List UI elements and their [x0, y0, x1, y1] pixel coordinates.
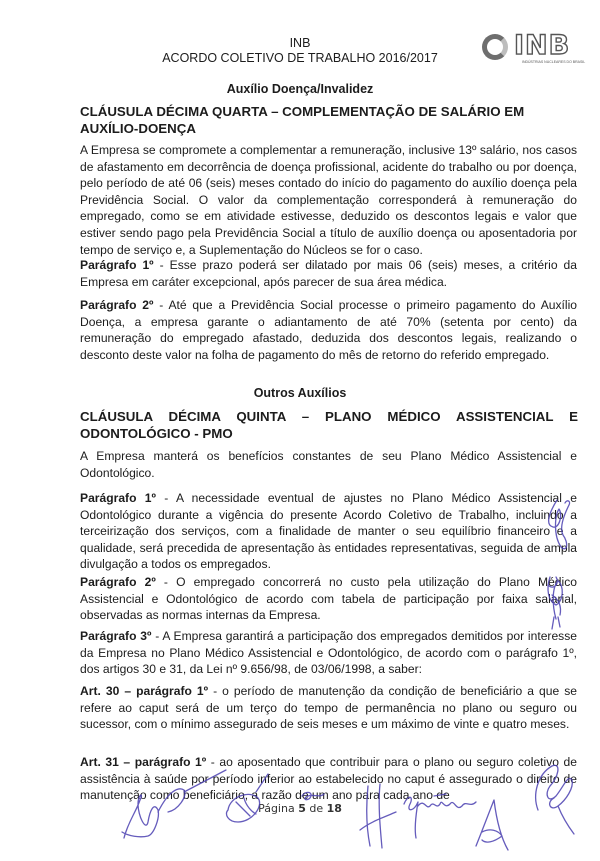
paragraph-text: - A Empresa garantirá a participação dos empregados demitidos por interesse da Empresa no Plano Médico Assistencial e Odontológico, de acordo com o parágrafo 1º, dos artigos 30 e 31, da Lei nº 9.656/98, de 03/06/1998, a saber: — [80, 629, 577, 677]
page-separator: de — [305, 802, 327, 815]
clause-15-paragraph-3 — [80, 628, 577, 678]
paragraph-label: Parágrafo 2º — [80, 298, 154, 312]
header-org: INB — [289, 36, 311, 50]
article-label: Art. 31 – parágrafo 1º — [80, 755, 207, 769]
paragraph-label: Parágrafo 1º — [80, 491, 156, 505]
clause-14-title: CLÁUSULA DÉCIMA QUARTA – COMPLEMENTAÇÃO DE SALÁRIO EM AUXÍLIO-DOENÇA — [80, 104, 525, 136]
article-text: - o período de manutenção da condição de beneficiário a que se refere ao caput será de um terço do tempo de permanência no plano ou seguro ou sucessor, com o mínimo assegurado de seis meses e um máximo de vinte e quatro meses. — [80, 684, 577, 732]
page-current: 5 — [298, 802, 306, 815]
paragraph-text: - Até que a Previdência Social processe o primeiro pagamento do Auxílio Doença, a empresa garante o adiantamento de até 70% (setenta por cento) da remuneração do empregado afastado, deduzida dos descontos legais, realizando o desconto deste valor na folha de pagamento do mês de retorno do referido empregado. — [80, 298, 577, 362]
signature-initials-3 — [298, 788, 328, 807]
clause-14-body: A Empresa se compromete a complementar a remuneração, inclusive 13º salário, nos casos de afastamento em decorrência de doença profissional, acidente do trabalho ou por doença, pelo período de até 06 (seis) meses contado do início do pagamento do auxílio doença pela Previdência Social. O valor da complementação corresponderá à remuneração do empregado, como se em atividade estivesse, deduzido os descontos legais e valor que estiver sendo pago pela Previdência Social a título de auxílio doença ou aposentadoria por tempo de serviço e, a Suplementação do Núcleos se for o caso. — [80, 143, 577, 257]
page-prefix: Página — [258, 802, 299, 815]
signature-6 — [528, 760, 588, 845]
page-total: 18 — [326, 802, 342, 815]
signature-3 — [358, 782, 398, 857]
paragraph-text: - Esse prazo poderá ser dilatado por mais 06 (seis) meses, a critério da Empresa em caráter excepcional, após parecer de sua área médica. — [80, 258, 578, 289]
paragraph-label: Parágrafo 2º — [80, 575, 156, 589]
clause-15-paragraph-2 — [80, 574, 577, 624]
section-title-auxilio-doenca: Auxílio Doença/Invalidez — [226, 82, 374, 96]
inb-logo — [480, 30, 584, 66]
signature-initials-1 — [545, 495, 575, 560]
logo-tagline: INDÚSTRIAS NUCLEARES DO BRASIL — [522, 60, 586, 64]
signature-initials-2 — [542, 575, 572, 635]
signature-1 — [118, 782, 228, 847]
clause-15-paragraph-1 — [80, 490, 577, 573]
signature-2 — [222, 788, 282, 833]
logo-text: INB — [514, 30, 571, 61]
clause-15-body: A Empresa manterá os benefícios constantes de seu Plano Médico Assistencial e Odontológico. — [80, 449, 577, 480]
paragraph-label: Parágrafo 3º — [80, 629, 152, 643]
section-title-outros-auxilios: Outros Auxílios — [253, 386, 347, 400]
clause-14-paragraph-1 — [80, 257, 577, 290]
paragraph-text: - A necessidade eventual de ajustes no Plano Médico Assistencial e Odontológico durante a vigência do presente Acordo Coletivo de Trabalho, incluindo a terceirização dos serviços, com a finalidade de manter o seu equilíbrio financeiro e a qualidade, será precedida de apresentação às entidades representativas, seguida de ampla divulgação a todos os empregados. — [80, 491, 577, 572]
paragraph-text: - O empregado concorrerá no custo pela utilização do Plano Médico Assistencial e Odontológico de acordo com tabela de participação por faixa salarial, observadas as normas internas da Empresa. — [80, 575, 577, 623]
article-text: - ao aposentado que contribuir para o plano ou seguro coletivo de assistência à saúde por período inferior ao estabelecido no caput é assegurado o direito de manutenção como beneficiário, a razão de um ano para cada ano de — [80, 755, 578, 803]
logo-ring-icon — [482, 34, 508, 60]
signature-5 — [472, 796, 512, 861]
clause-14-paragraph-2 — [80, 297, 577, 363]
article-label: Art. 30 – parágrafo 1º — [80, 684, 209, 698]
paragraph-label: Parágrafo 1º — [80, 258, 154, 272]
header-title: ACORDO COLETIVO DE TRABALHO 2016/2017 — [162, 51, 438, 65]
clause-15-art-30 — [80, 683, 577, 733]
signature-4 — [400, 790, 480, 845]
clause-15-title: CLÁUSULA DÉCIMA QUINTA – PLANO MÉDICO ASSISTENCIAL E ODONTOLÓGICO - PMO — [80, 409, 578, 441]
